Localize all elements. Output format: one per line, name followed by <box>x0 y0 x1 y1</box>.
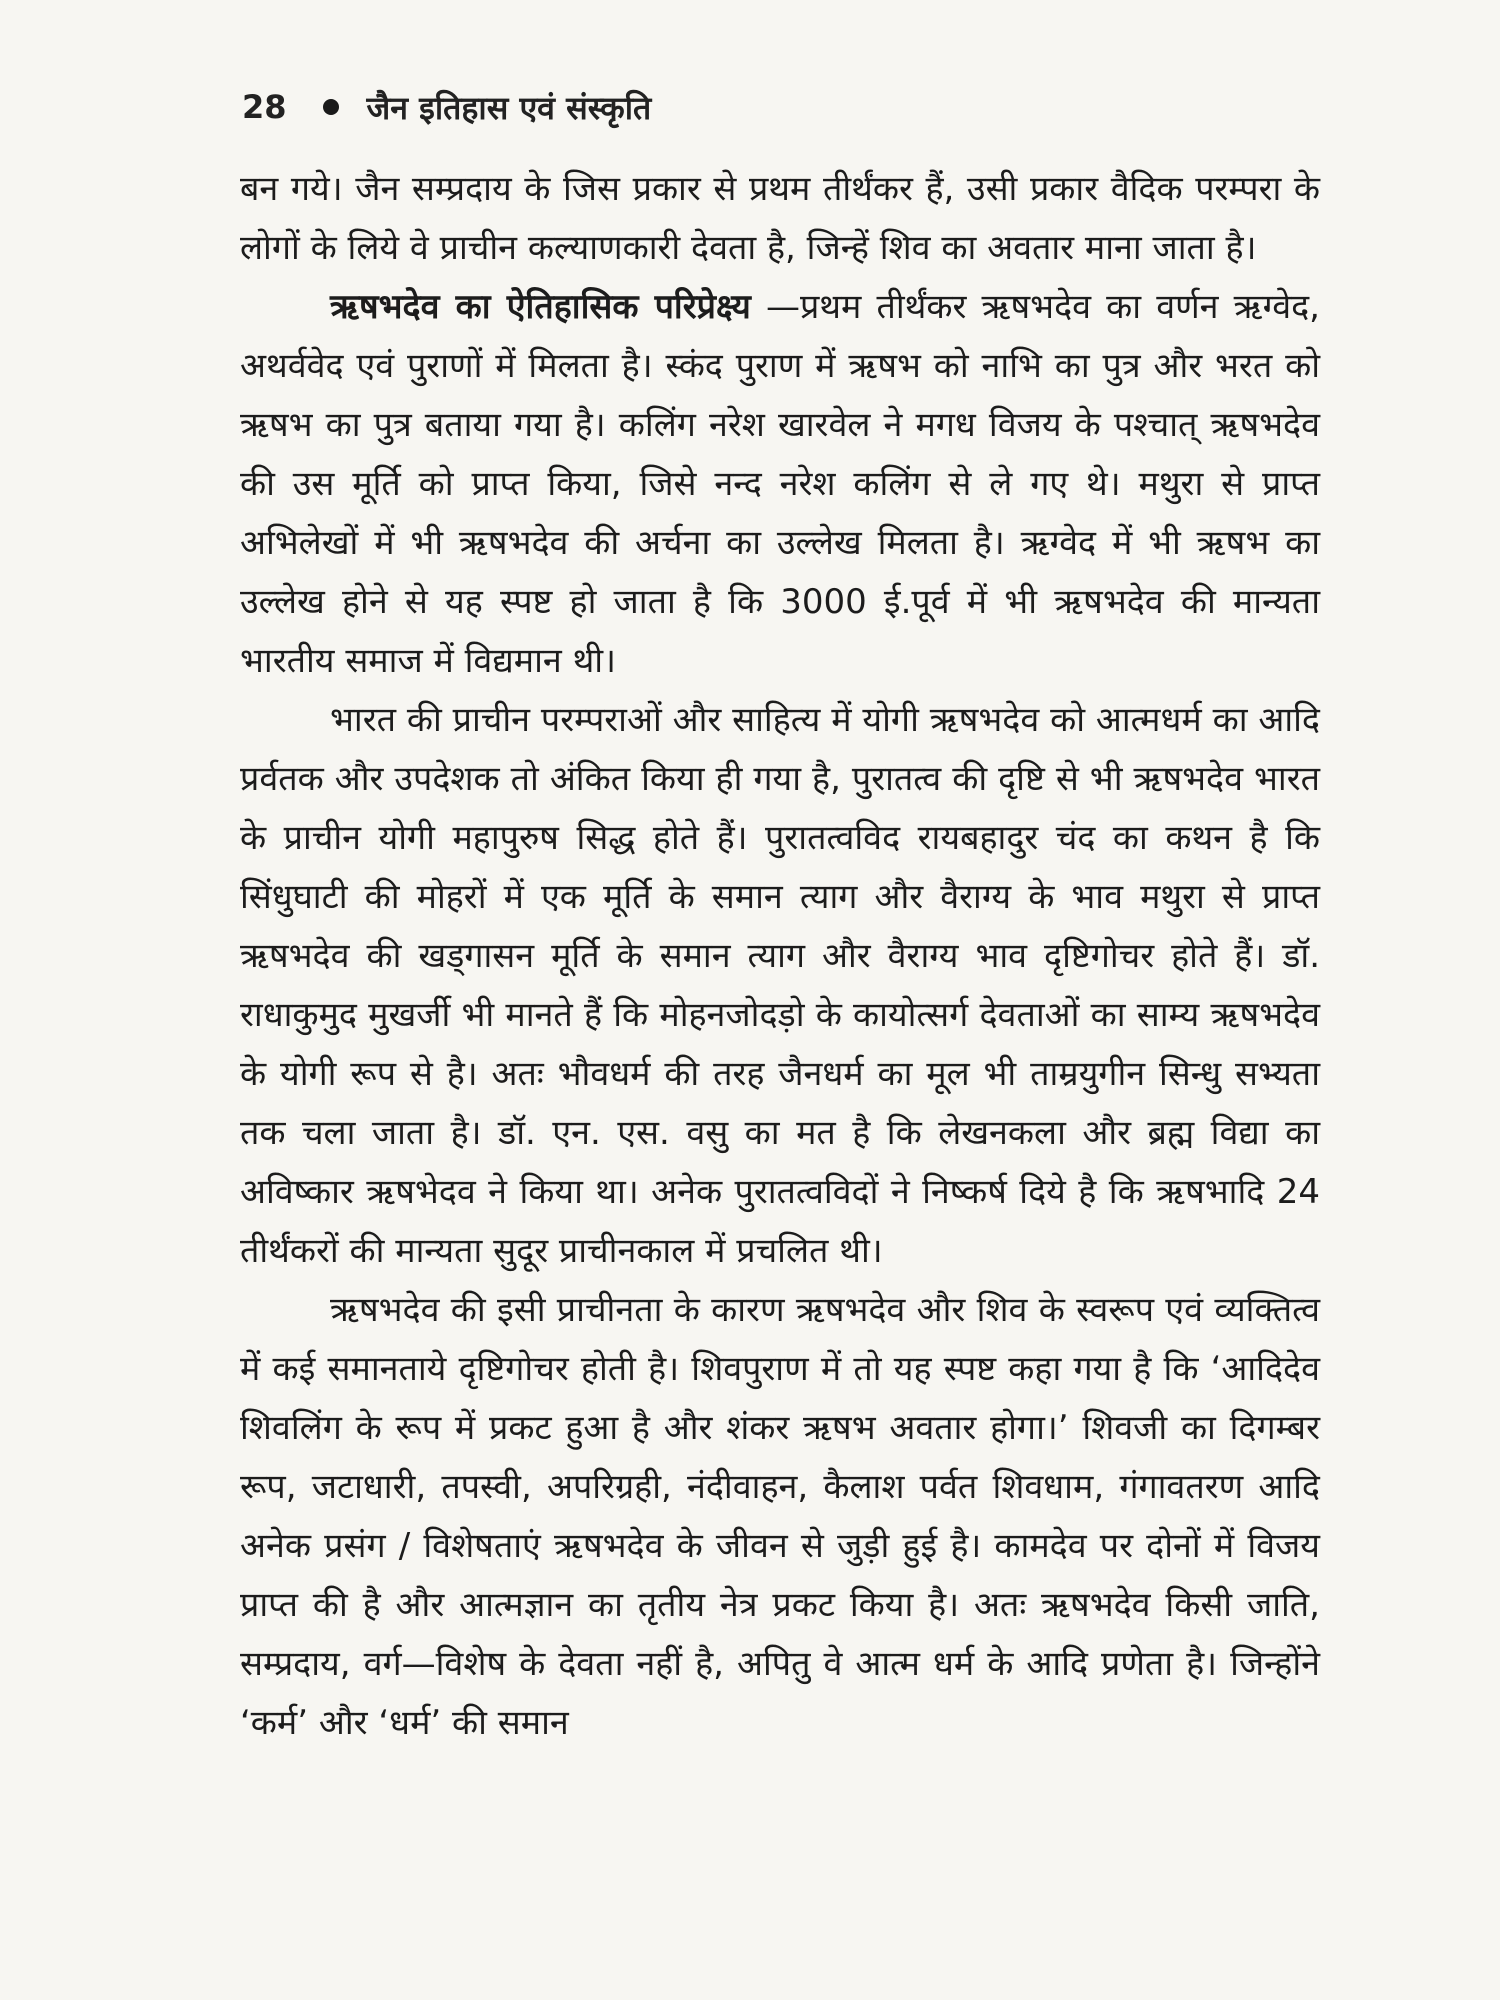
book-title: जैन इतिहास एवं संस्कृति <box>366 88 652 127</box>
paragraph-text: —प्रथम तीर्थंकर ऋषभदेव का वर्णन ऋग्वेद, अथर्ववेद एवं पुराणों में मिलता है। स्कंद पुराण में ऋषभ को नाभि का पुत्र और भरत को ऋषभ का पुत्र बताया गया है। कलिंग नरेश खारवेल ने मगध विजय के पश्चात् ऋषभदेव की उस मूर्ति को प्राप्त किया, जिसे नन्द नरेश कलिंग से ले गए थे। मथुरा से प्राप्त अभिलेखों में भी ऋषभदेव की अर्चना का उल्लेख मिलता है। ऋग्वेद में भी ऋषभ का उल्लेख होने से यह स्पष्ट हो जाता है कि 3000 ई.पूर्व में भी ऋषभदेव की मान्यता भारतीय समाज में विद्यमान थी। <box>240 287 1320 681</box>
paragraph-2 <box>240 278 1320 691</box>
running-header <box>242 80 651 134</box>
paragraph-4 <box>240 1281 1320 1753</box>
bullet-icon <box>323 99 339 115</box>
paragraph-text: भारत की प्राचीन परम्पराओं और साहित्य में योगी ऋषभदेव को आत्मधर्म का आदि प्रर्वतक और उपदेशक तो अंकित किया ही गया है, पुरातत्व की दृष्टि से भी ऋषभदेव भारत के प्राचीन योगी महापुरुष सिद्ध होते हैं। पुरातत्वविद रायबहादुर चंद का कथन है कि सिंधुघाटी की मोहरों में एक मूर्ति के समान त्याग और वैराग्य के भाव मथुरा से प्राप्त ऋषभदेव की खड्गासन मूर्ति के समान त्याग और वैराग्य भाव दृष्टिगोचर होते हैं। डॉ. राधाकुमुद मुखर्जी भी मानते हैं कि मोहनजोदड़ो के कायोत्सर्ग देवताओं का साम्य ऋषभदेव के योगी रूप से है। अतः भौवधर्म की तरह जैनधर्म का मूल भी ताम्रयुगीन सिन्धु सभ्यता तक चला जाता है। डॉ. एन. एस. वसु का मत है कि लेखनकला और ब्रह्म विद्या का अविष्कार ऋषभेदव ने किया था। अनेक पुरातत्वविदों ने निष्कर्ष दिये है कि ऋषभादि 24 तीर्थंकरों की मान्यता सुदूर प्राचीनकाल में प्रचलित थी। <box>240 700 1320 1271</box>
section-heading: ऋषभदेव का ऐतिहासिक परिप्रेक्ष्य <box>330 287 751 327</box>
paragraph-3 <box>240 691 1320 1281</box>
page-number: 28 <box>242 88 287 126</box>
body-text <box>240 160 1320 1753</box>
paragraph-1 <box>240 160 1320 278</box>
paragraph-text: बन गये। जैन सम्प्रदाय के जिस प्रकार से प्रथम तीर्थंकर हैं, उसी प्रकार वैदिक परम्परा के लोगों के लिये वे प्राचीन कल्याणकारी देवता है, जिन्हें शिव का अवतार माना जाता है। <box>240 169 1320 268</box>
paragraph-text: ऋषभदेव की इसी प्राचीनता के कारण ऋषभदेव और शिव के स्वरूप एवं व्यक्तित्व में कई समानताये दृष्टिगोचर होती है। शिवपुराण में तो यह स्पष्ट कहा गया है कि ‘आदिदेव शिवलिंग के रूप में प्रकट हुआ है और शंकर ऋषभ अवतार होगा।’ शिवजी का दिगम्बर रूप, जटाधारी, तपस्वी, अपरिग्रही, नंदीवाहन, कैलाश पर्वत शिवधाम, गंगावतरण आदि अनेक प्रसंग / विशेषताएं ऋषभदेव के जीवन से जुड़ी हुई है। कामदेव पर दोनों में विजय प्राप्त की है और आत्मज्ञान का तृतीय नेत्र प्रकट किया है। अतः ऋषभदेव किसी जाति, सम्प्रदाय, वर्ग—विशेष के देवता नहीं है, अपितु वे आत्म धर्म के आदि प्रणेता है। जिन्होंने ‘कर्म’ और ‘धर्म’ की समान <box>240 1290 1320 1743</box>
